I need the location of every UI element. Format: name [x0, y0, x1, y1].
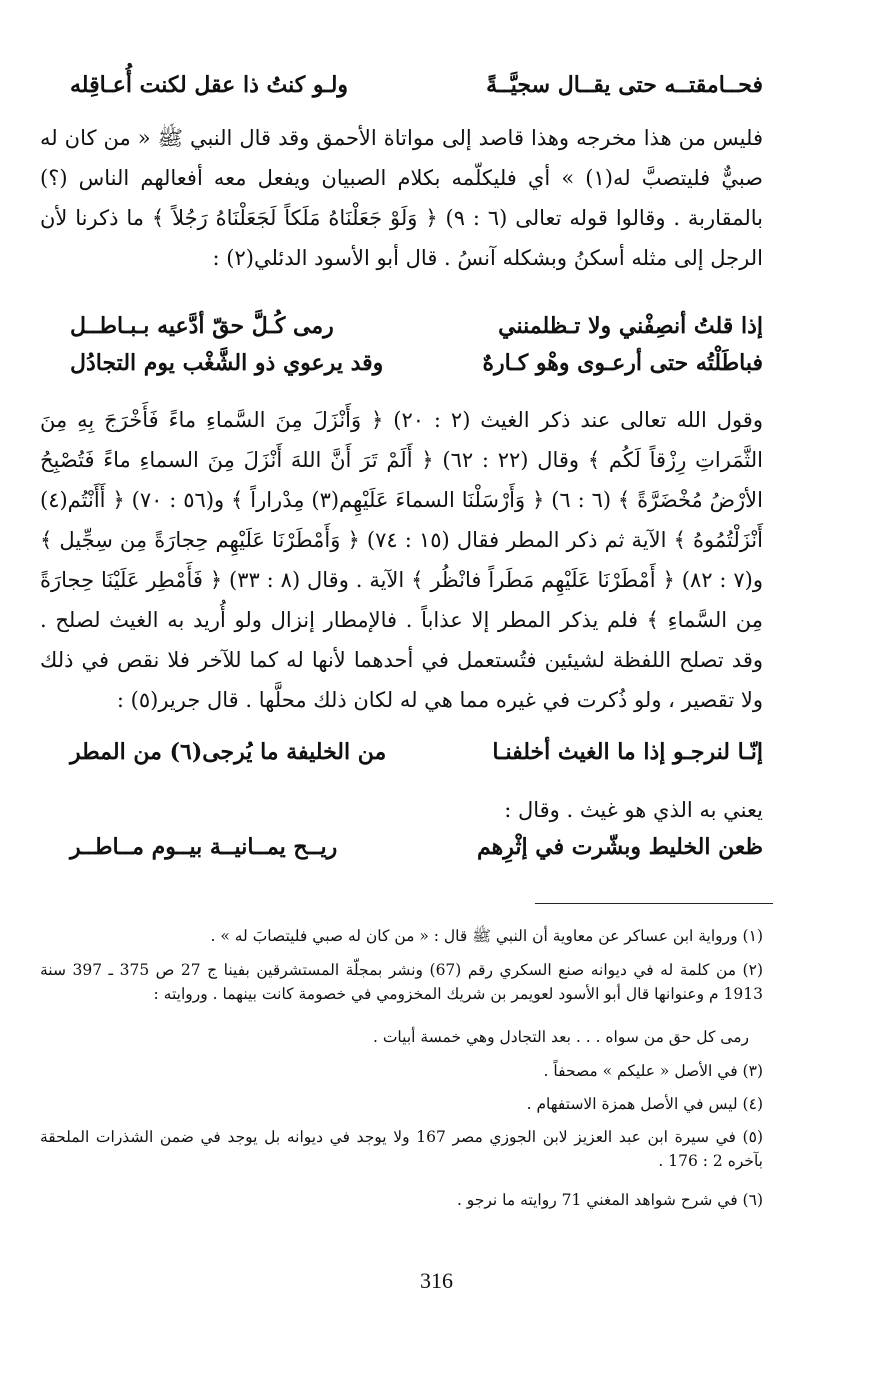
- verse-hemistich-second: رمى كُـلَّ حقّ أدَّعيه بـبـاطــل: [70, 313, 334, 339]
- footnote-continuation: رمى كل حق من سواه . . . بعد التجادل وهي خمسة أبيات .: [372, 1028, 749, 1046]
- body-paragraph: وقول الله تعالى عند ذكر الغيث (٢ : ٢٠) ﴿ وَأَنْزَلَ مِنَ السَّماءِ ماءً فَأَخْرَجَ بِهِ مِنَ الثَّمَراتِ رِزْقاً لَكُم ﴾ وقال (٢٢ : ٦٢) ﴿ أَلَمْ تَرَ أَنَّ اللهَ أَنْزَلَ مِنَ السماءِ ماءً فَتُصْبِحُ الأرْضُ مُخْضَرَّةً ﴾ (٦ : ٦) ﴿ وَأَرْسَلْنَا السماءَ عَلَيْهِم(٣) مِدْراراً ﴾ و(٥٦ : ٧٠) ﴿ أَأَنْتُم(٤) أَنْزَلْتُمُوهُ ﴾ الآية ثم ذكر المطر فقال (١٥ : ٧٤) ﴿ وَأَمْطَرْنَا عَلَيْهِم حِجارَةً مِن سِجِّيل ﴾ و(٧ : ٨٢) ﴿ أَمْطَرْنَا عَلَيْهِم مَطَراً فانْظُر ﴾ الآية . وقال (٨ : ٣٣) ﴿ فَأَمْطِر عَلَيْنَا حِجارَةً مِن السَّماءِ ﴾ فلم يذكر المطر إلا عذاباً . فالإمطار إنزال ولو أُريد به الغيث لصلح . وقد تصلح اللفظة لشيئين فتُستعمل في أحدهما لأنها له كما للآخر فلا نقص في ذلك ولا تقصير ، ولو ذُكرت في غيره مما هي له لكان ذلك محلَّها . قال جرير(٥) :: [40, 408, 763, 712]
- verse-hemistich-second: ولـو كنتُ ذا عقل لكنت أُعـاقِله: [70, 72, 349, 98]
- footnote: (٤) ليس في الأصل همزة الاستفهام .: [526, 1095, 763, 1113]
- body-paragraph: فليس من هذا مخرجه وهذا قاصد إلى مواتاة الأحمق وقد قال النبي ﷺ « من كان له صبيٌّ فليتصبَّ له(١) » أي فليكلّمه بكلام الصبيان ويفعل معه أفعالهم الناس (؟) بالمقاربة . وقالوا قوله تعالى (٦ : ٩) ﴿ وَلَوْ جَعَلْنَاهُ مَلَكاً لَجَعَلْنَاهُ رَجُلاً ﴾ ما ذكرنا لأن الرجل إلى مثله أسكنُ وبشكله آنسُ . قال أبو الأسود الدئلي(٢) :: [40, 126, 763, 270]
- verse-line: [70, 737, 763, 767]
- footnote: (١) ورواية ابن عساكر عن معاوية أن النبي ﷺ قال : « من كان له صبي فليتصابَ له » .: [210, 927, 763, 945]
- footnote: (٥) في سيرة ابن عبد العزيز لابن الجوزي مصر 167 ولا يوجد في ديوانه بل يوجد في ضمن الشذرات الملحقة بآخره 2 : 176 .: [40, 1128, 763, 1170]
- verse-line: [70, 311, 763, 341]
- verse-hemistich-first: إنّـا لنرجـو إذا ما الغيث أخلفنـا: [492, 739, 763, 765]
- footnote: (٦) في شرح شواهد المغني 71 روايته ما نرجو .: [456, 1191, 763, 1209]
- footnote: (٢) من كلمة له في ديوانه صنع السكري رقم (67) ونشر بمجلّة المستشرقين بفينا ج 27 ص 375 ـ 397 سنة 1913 م وعنوانها قال أبو الأسود لعويمر بن شريك المخزومي في خصومة كانت بينهما . وروايته :: [40, 961, 763, 1003]
- body-paragraph: يعني به الذي هو غيث . وقال :: [504, 798, 763, 822]
- verse-hemistich-second: ريــح يمــانيــة بيــوم مــاطــر: [70, 834, 338, 860]
- footnote: (٣) في الأصل « عليكم » مصحفاً .: [543, 1062, 763, 1080]
- verse-line: [70, 348, 763, 378]
- footnote-separator: [535, 903, 773, 904]
- verse-hemistich-first: إذا قلتُ أنصِفْني ولا تـظلمنني: [498, 313, 763, 339]
- page-number: 316: [420, 1268, 453, 1293]
- verse-hemistich-first: فحــامقتــه حتى يقــال سجيَّــةً: [486, 72, 763, 98]
- verse-hemistich-first: ظعن الخليط وبشّرت في إثْرِهم: [476, 834, 763, 860]
- verse-hemistich-second: من الخليفة ما يُرجى(٦) من المطر: [70, 739, 387, 765]
- verse-line: [70, 832, 763, 862]
- verse-hemistich-second: وقد يرعوي ذو الشَّغْب يوم التجادُل: [70, 350, 384, 376]
- verse-line: [70, 70, 763, 100]
- verse-hemistich-first: فباطَلْتُه حتى أرعـوى وهْو كـارهٌ: [482, 350, 763, 376]
